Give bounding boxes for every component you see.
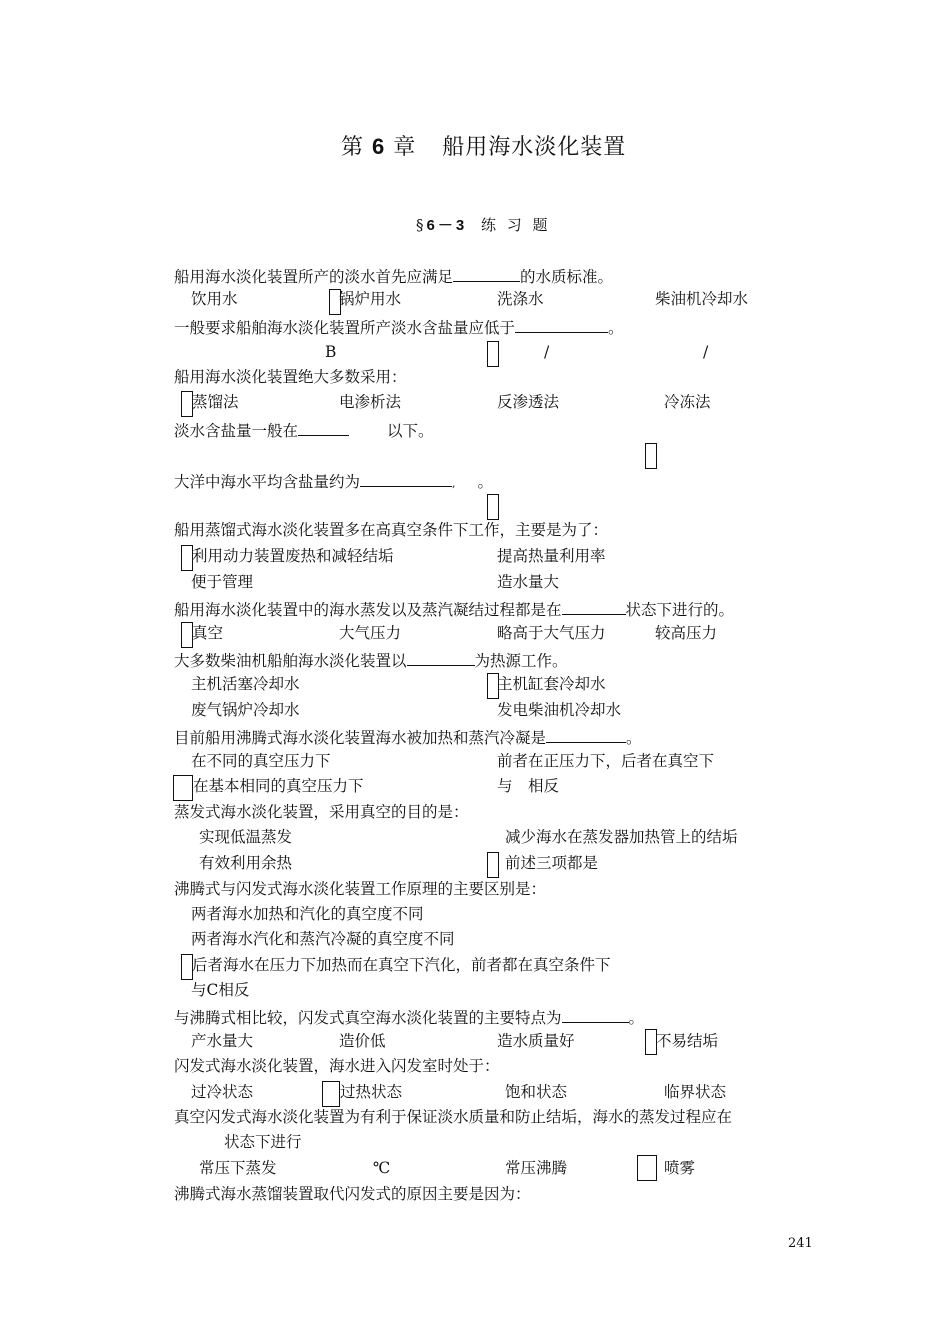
option-a: 两者海水加热和汽化的真空度不同: [191, 905, 424, 923]
answer-box: [645, 443, 657, 469]
question-1: [174, 267, 613, 286]
option-d: 与C相反: [191, 981, 250, 999]
question-1-text-b: 的水质标准。: [520, 268, 614, 286]
option-b: 锅炉用水: [339, 290, 402, 308]
question-5: [174, 472, 493, 491]
option-a: 饮用水: [191, 290, 238, 308]
option-a: 蒸馏法: [192, 393, 239, 411]
chapter-suffix: 章: [393, 135, 417, 160]
question-4-text-a: 淡水含盐量一般在: [174, 422, 299, 440]
question-2: [174, 318, 624, 337]
answer-box: [487, 494, 499, 520]
option-c: 饱和状态: [505, 1083, 568, 1101]
option-d: 喷雾: [664, 1159, 696, 1177]
option-d: 造水量大: [497, 573, 560, 591]
answer-blank: [407, 651, 475, 666]
answer-box: [173, 775, 193, 801]
option-b: 电渗析法: [339, 393, 402, 411]
option-b: 两者海水汽化和蒸汽冷凝的真空度不同: [191, 930, 455, 948]
answer-blank: [562, 1008, 629, 1023]
question-1-text-a: 船用海水淡化装置所产的淡水首先应满足: [174, 268, 454, 286]
option-c: 反渗透法: [497, 393, 560, 411]
option-a: 真空: [192, 624, 224, 642]
option-a: 利用动力装置废热和减轻结垢: [192, 547, 394, 565]
question-8-text-b: 为热源工作。: [474, 652, 568, 670]
option-c: 便于管理: [191, 573, 254, 591]
question-12: [174, 1008, 644, 1027]
option-b: 提高热量利用率: [497, 547, 606, 565]
option-c: 略高于大气压力: [497, 624, 606, 642]
option-b: 减少海水在蒸发器加热管上的结垢: [505, 828, 738, 846]
option-d: 冷冻法: [664, 393, 711, 411]
question-10: 蒸发式海水淡化装置，采用真空的目的是：: [174, 803, 469, 821]
question-5-text-a: 大洋中海水平均含盐量约为: [174, 473, 361, 491]
option-d: 发电柴油机冷却水: [497, 701, 622, 719]
option-d: 较高压力: [655, 624, 718, 642]
option-b: 过热状态: [340, 1083, 403, 1101]
question-13: 闪发式海水淡化装置，海水进入闪发室时处于：: [174, 1057, 500, 1075]
answer-box: [487, 341, 499, 367]
section-sign: §: [416, 216, 427, 234]
answer-box: [322, 1081, 340, 1107]
question-9-text-a: 目前船用沸腾式海水淡化装置海水被加热和蒸汽冷凝是: [174, 729, 547, 747]
option-separator: /: [703, 343, 709, 361]
option-a: 常压下蒸发: [199, 1159, 277, 1177]
question-4: [174, 421, 434, 440]
section-number: 6－3: [426, 217, 468, 234]
chapter-title: 船用海水淡化装置: [442, 135, 627, 160]
option-c: 废气锅炉冷却水: [191, 701, 300, 719]
question-2-text-b: 。: [608, 319, 624, 337]
option-a: 实现低温蒸发: [199, 828, 293, 846]
chapter-prefix: 第: [341, 135, 365, 160]
answer-blank: [546, 728, 626, 743]
question-7-text-b: 状态下进行的。: [625, 601, 735, 619]
answer-blank: [562, 600, 626, 615]
question-2-text-a: 一般要求船舶海水淡化装置所产淡水含盐量应低于: [174, 319, 516, 337]
question-7-text-a: 船用海水淡化装置中的海水蒸发以及蒸汽凝结过程都是在: [174, 601, 562, 619]
question-14-continued: 状态下进行: [224, 1133, 302, 1151]
question-7: [174, 600, 734, 619]
option-a: 主机活塞冷却水: [191, 675, 300, 693]
option-d: 不易结垢: [656, 1032, 719, 1050]
chapter-number: 6: [372, 134, 386, 159]
option-c: 常压沸腾: [505, 1159, 568, 1177]
option-separator: /: [544, 343, 550, 361]
question-12-text-a: 与沸腾式相比较，闪发式真空海水淡化装置的主要特点为: [174, 1009, 562, 1027]
question-15: 沸腾式海水蒸馏装置取代闪发式的原因主要是因为：: [174, 1185, 531, 1203]
answer-blank: [360, 472, 452, 487]
option-c: 在基本相同的真空压力下: [193, 777, 364, 795]
question-5-mark: ,: [452, 477, 456, 490]
question-9: [174, 728, 642, 747]
answer-blank: [298, 421, 349, 436]
question-14: 真空闪发式海水淡化装置为有利于保证淡水质量和防止结垢，海水的蒸发过程应在: [174, 1108, 733, 1126]
question-4-text-b: 以下。: [387, 422, 434, 440]
answer-blank: [453, 267, 520, 282]
option-d: 柴油机冷却水: [655, 290, 749, 308]
answer-box: [637, 1155, 657, 1181]
section-heading: [416, 218, 551, 233]
question-12-text-b: 。: [628, 1009, 645, 1027]
option-a: 过冷状态: [191, 1083, 254, 1101]
option-d: 临界状态: [664, 1083, 727, 1101]
option-d: 与 相反: [497, 777, 560, 795]
question-3: 船用海水淡化装置绝大多数采用：: [174, 368, 407, 386]
option-a: 在不同的真空压力下: [191, 752, 331, 770]
option-b: ℃: [373, 1159, 391, 1177]
question-8: [174, 651, 568, 670]
answer-blank: [515, 318, 608, 333]
option-b: 前者在正压力下，后者在真空下: [497, 752, 715, 770]
option-c: 洗涤水: [497, 290, 544, 308]
chapter-heading: [341, 136, 626, 159]
option-b: 主机缸套冷却水: [497, 675, 606, 693]
option-b: 造价低: [339, 1032, 386, 1050]
option-c: 有效利用余热: [199, 854, 293, 872]
question-9-text-b: 。: [626, 729, 642, 747]
option-b: 大气压力: [339, 624, 402, 642]
question-8-text-a: 大多数柴油机船舶海水淡化装置以: [174, 652, 407, 670]
page-number: 241: [788, 1236, 813, 1251]
option-label: B: [325, 343, 337, 361]
question-5-text-b: 。: [477, 473, 494, 491]
option-c: 后者海水在压力下加热而在真空下汽化，前者都在真空条件下: [192, 956, 611, 974]
option-d: 前述三项都是: [505, 854, 599, 872]
option-a: 产水量大: [191, 1032, 254, 1050]
question-11: 沸腾式与闪发式海水淡化装置工作原理的主要区别是：: [174, 880, 547, 898]
answer-box: [487, 852, 499, 878]
section-title: 练 习 题: [480, 216, 551, 234]
question-6: 船用蒸馏式海水淡化装置多在高真空条件下工作，主要是为了：: [174, 521, 609, 539]
option-c: 造水质量好: [497, 1032, 575, 1050]
